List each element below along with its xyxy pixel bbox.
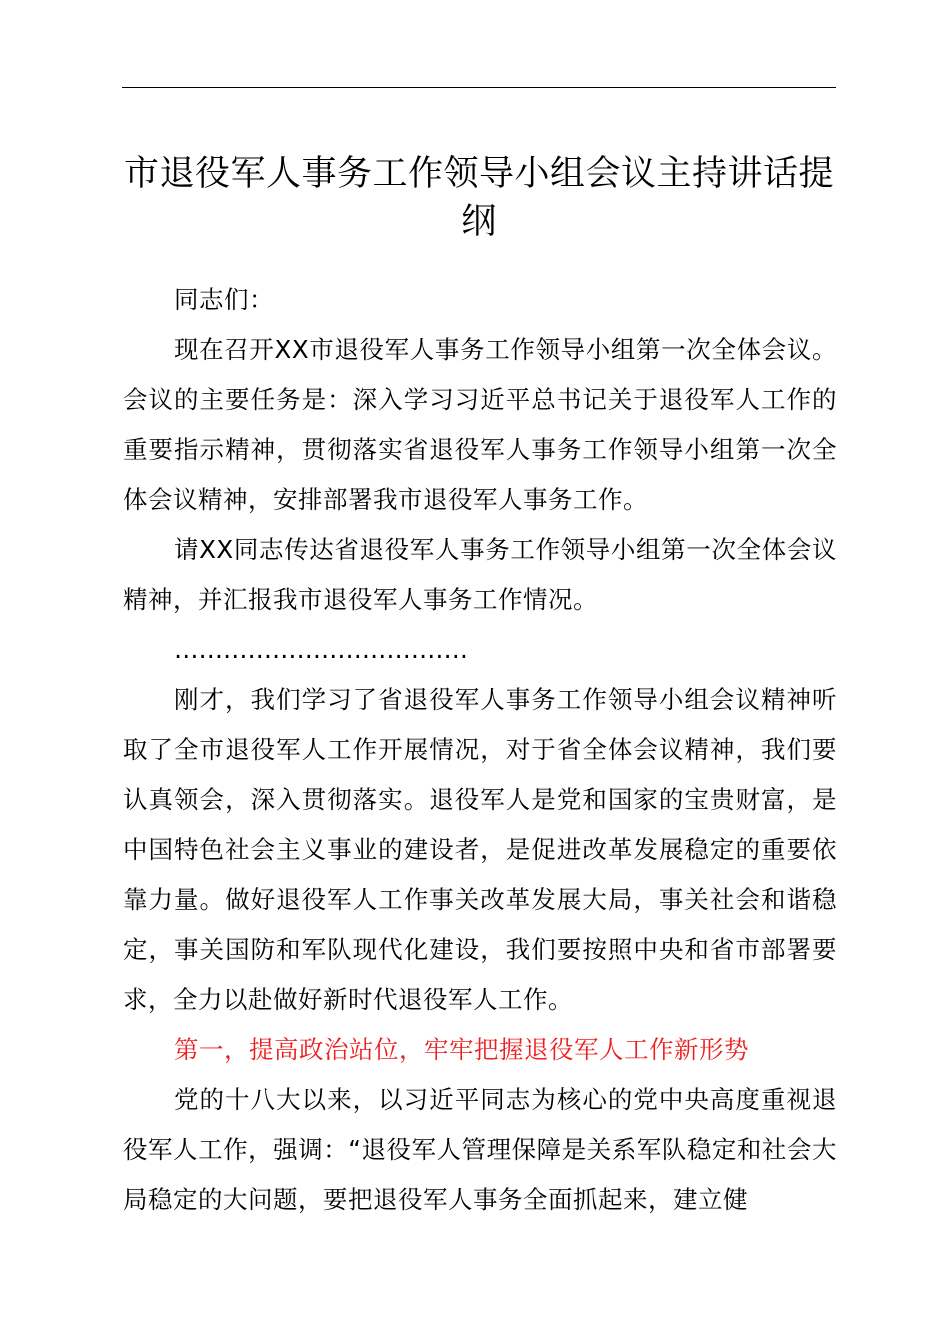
- paragraph-section-one: 党的十八大以来，以习近平同志为核心的党中央高度重视退役军人工作，强调：“退役军人管理保障是关系军队稳定和社会大局稳定的大问题，要把退役军人事务全面抓起来，建立健: [123, 1085, 837, 1214]
- paragraph-request: 请XX同志传达省退役军人事务工作领导小组第一次全体会议精神，并汇报我市退役军人事务工作情况。: [123, 535, 837, 614]
- paragraph-summary: 刚才，我们学习了省退役军人事务工作领导小组会议精神听取了全市退役军人工作开展情况，对于省全体会议精神，我们要认真领会，深入贯彻落实。退役军人是党和国家的宝贵财富，是中国特色社会主义事业的建设者，是促进改革发展稳定的重要依靠力量。做好退役军人工作事关改革发展大局，事关社会和谐稳定，事关国防和军队现代化建设，我们要按照中央和省市部署要求，全力以赴做好新时代退役军人工作。: [123, 685, 837, 1014]
- section-heading: 第一，提高政治站位，牢牢把握退役军人工作新形势: [174, 1035, 749, 1064]
- salutation: 同志们：: [174, 285, 274, 314]
- header-rule: [122, 87, 836, 88]
- ellipsis-separator: ………………………………: [174, 635, 468, 664]
- document-body: [123, 275, 837, 1225]
- document-title: 市退役军人事务工作领导小组会议主持讲话提纲: [123, 154, 834, 242]
- paragraph-opening: 现在召开XX市退役军人事务工作领导小组第一次全体会议。会议的主要任务是：深入学习习近平总书记关于退役军人工作的重要指示精神，贯彻落实省退役军人事务工作领导小组第一次全体会议精神，安排部署我市退役军人事务工作。: [123, 335, 837, 514]
